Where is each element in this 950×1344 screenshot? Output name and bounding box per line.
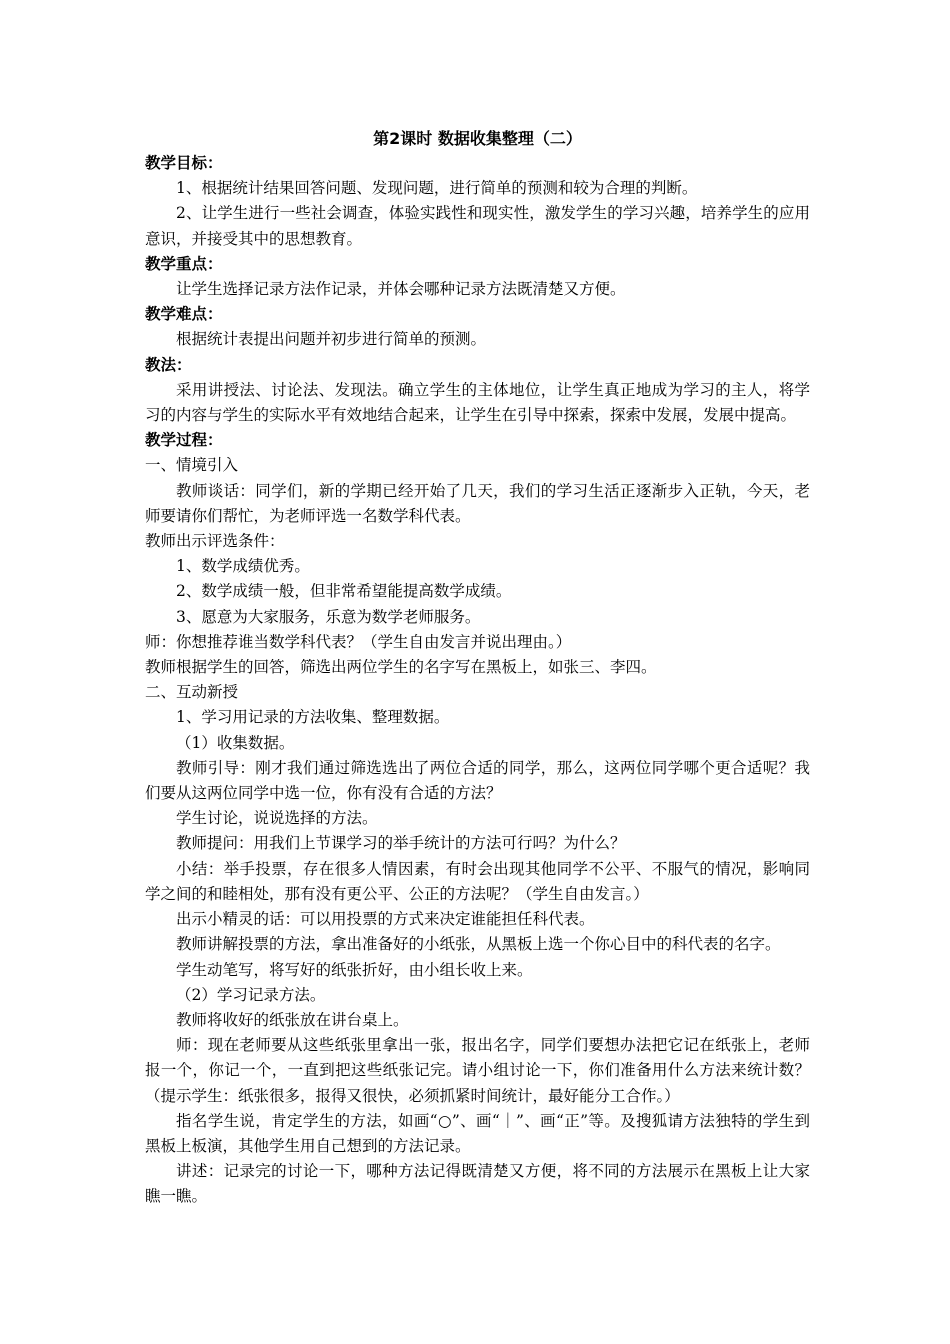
paragraph: 教师将收好的纸张放在讲台桌上。 bbox=[176, 1010, 409, 1029]
goals-heading: 教学目标： bbox=[145, 154, 223, 172]
focus-text: 让学生选择记录方法作记录，并体会哪种记录方法既清楚又方便。 bbox=[176, 280, 626, 299]
method-heading: 教法： bbox=[145, 355, 192, 374]
lesson-title: 第2课时 数据收集整理（二） bbox=[373, 129, 582, 148]
paragraph: 出示小精灵的话：可以用投票的方式来决定谁能担任科代表。 bbox=[176, 910, 595, 929]
condition-item: 3、愿意为大家服务，乐意为数学老师服务。 bbox=[176, 607, 481, 626]
paragraph: 讲述：记录完的讨论一下，哪种方法记得既清楚又方便，将不同的方法展示在黑板上让大家瞧一瞧。 bbox=[145, 1162, 810, 1206]
paragraph: 教师出示评选条件： bbox=[145, 532, 285, 551]
paragraph: 小结：举手投票，存在很多人情因素，有时会出现其他同学不公平、不服气的情况，影响同学之间的和睦相处，那有没有更公平、公正的方法呢？（学生自由发言。） bbox=[145, 859, 810, 903]
paragraph: 教师谈话：同学们，新的学期已经开始了几天，我们的学习生活正逐渐步入正轨，今天，老师要请你们帮忙，为老师评选一名数学科代表。 bbox=[145, 481, 810, 525]
focus-heading: 教学重点： bbox=[145, 254, 223, 273]
part-title: 二、互动新授 bbox=[145, 683, 239, 702]
part-title: 一、情境引入 bbox=[145, 456, 239, 475]
paragraph: 师：现在老师要从这些纸张里拿出一张，报出名字，同学们要想办法把它记在纸张上，老师报一个，你记一个，一直到把这些纸张记完。请小组讨论一下，你们准备用什么方法来统计数？（提示学生：纸张很多，报得又很快，必须抓紧时间统计，最好能分工合作。） bbox=[145, 1036, 810, 1105]
paragraph: 学生动笔写，将写好的纸张折好，由小组长收上来。 bbox=[176, 960, 533, 979]
goal-item: 1、根据统计结果回答问题、发现问题，进行简单的预测和较为合理的判断。 bbox=[176, 179, 698, 198]
paragraph: （1）收集数据。 bbox=[176, 733, 295, 752]
paragraph: 教师引导：刚才我们通过筛选选出了两位合适的同学，那么，这两位同学哪个更合适呢？我们要从这两位同学中选一位，你有没有合适的方法？ bbox=[145, 758, 810, 803]
paragraph: （2）学习记录方法。 bbox=[176, 985, 326, 1004]
paragraph: 指名学生说，肯定学生的方法，如画“○”、画“｜”、画“正”等。及搜狐请方法独特的学生到黑板上板演，其他学生用自己想到的方法记录。 bbox=[145, 1111, 810, 1155]
paragraph: 1、学习用记录的方法收集、整理数据。 bbox=[176, 708, 450, 727]
paragraph: 教师根据学生的回答，筛选出两位学生的名字写在黑板上，如张三、李四。 bbox=[145, 658, 657, 677]
method-text: 采用讲授法、讨论法、发现法。确立学生的主体地位，让学生真正地成为学习的主人，将学习的内容与学生的实际水平有效地结合起来，让学生在引导中探索，探索中发展，发展中提高。 bbox=[145, 380, 810, 425]
lesson-plan bbox=[145, 126, 810, 1210]
paragraph: 教师讲解投票的方法，拿出准备好的小纸张，从黑板上选一个你心目中的科代表的名字。 bbox=[176, 935, 781, 954]
condition-item: 2、数学成绩一般，但非常希望能提高数学成绩。 bbox=[176, 582, 512, 601]
paragraph: 教师提问：用我们上节课学习的举手统计的方法可行吗？为什么？ bbox=[176, 834, 626, 853]
difficulty-heading: 教学难点： bbox=[145, 305, 223, 324]
paragraph: 师：你想推荐谁当数学科代表？（学生自由发言并说出理由。） bbox=[145, 632, 572, 651]
paragraph: 学生讨论，说说选择的方法。 bbox=[176, 809, 378, 828]
process-heading: 教学过程： bbox=[145, 431, 223, 450]
goal-item: 2、让学生进行一些社会调查，体验实践性和现实性，激发学生的学习兴趣，培养学生的应用意识，并接受其中的思想教育。 bbox=[145, 204, 810, 248]
condition-item: 1、数学成绩优秀。 bbox=[176, 557, 310, 576]
difficulty-text: 根据统计表提出问题并初步进行简单的预测。 bbox=[176, 330, 487, 349]
